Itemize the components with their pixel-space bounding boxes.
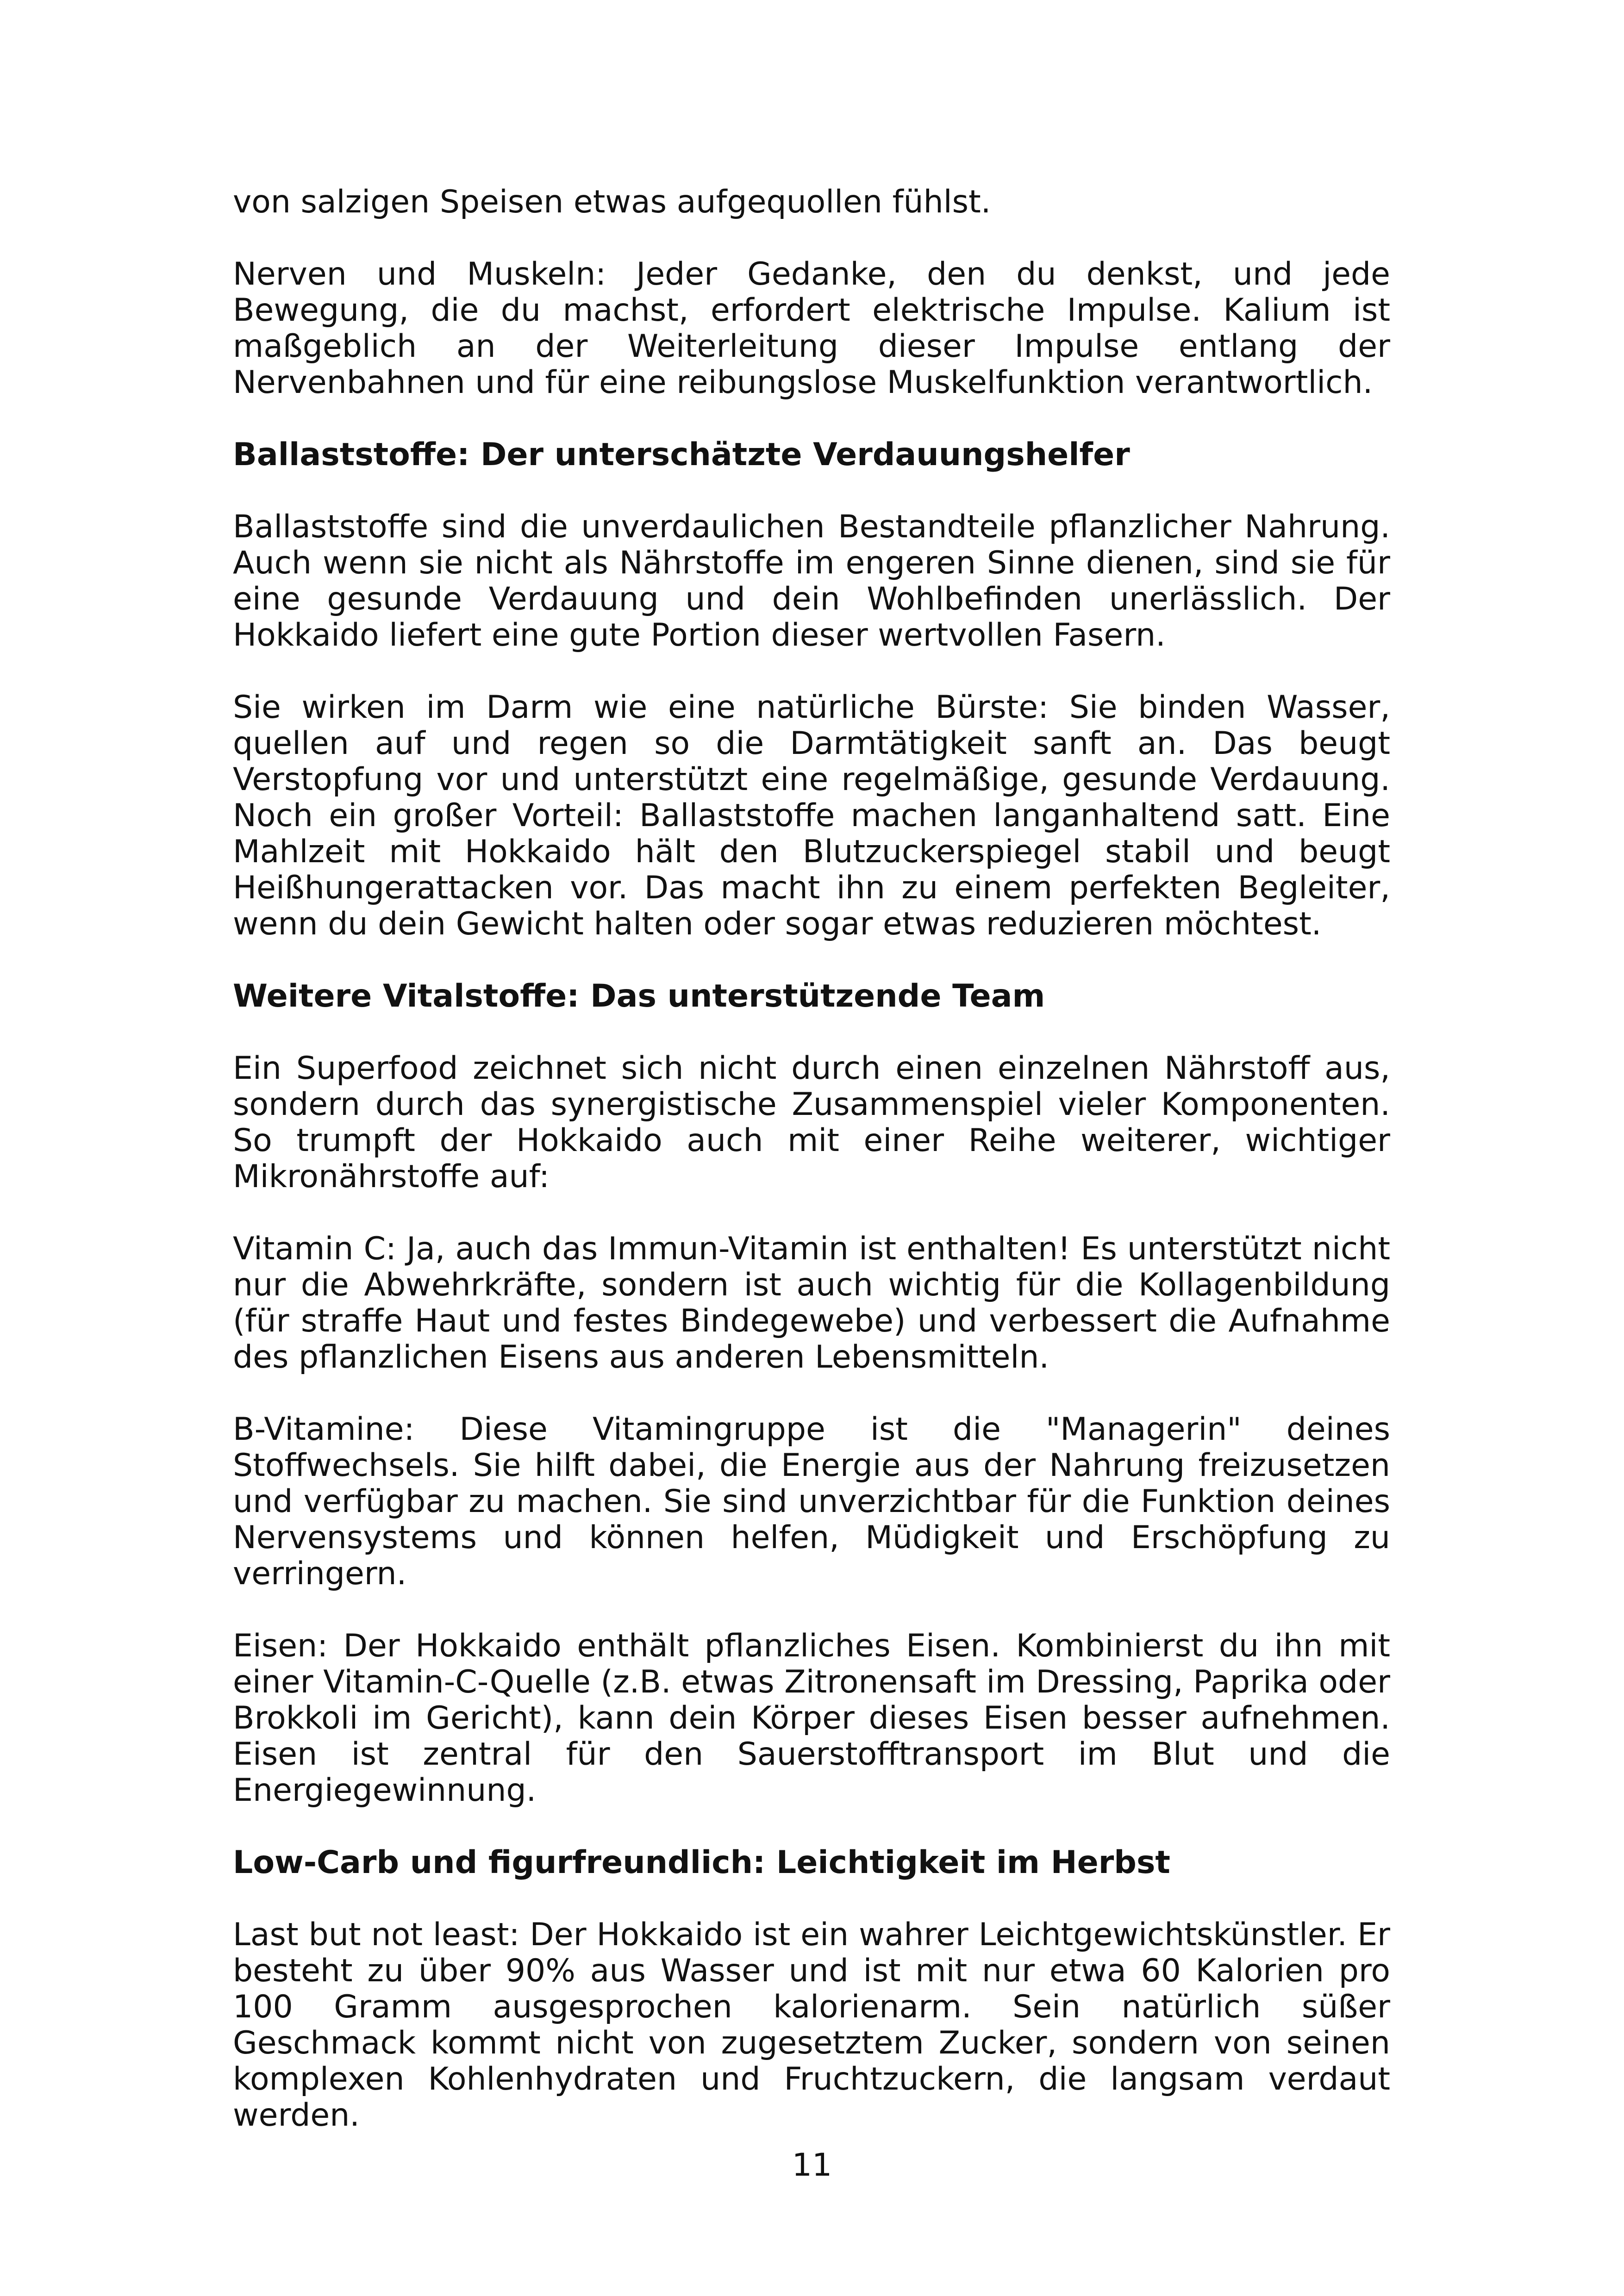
page-body xyxy=(233,184,1390,2170)
paragraph: Sie wirken im Darm wie eine natürliche Bürste: Sie binden Wasser, quellen auf und regen so die Darmtätigkeit sanft an. Das beugt Verstopfung vor und unterstützt eine regelmäßige, gesunde Verdauung. Noch ein großer Vorteil: Ballaststoffe machen langanhaltend satt. Eine Mahlzeit mit Hokkaido hält den Blutzuckerspiegel stabil und beugt Heißhungerattacken vor. Das macht ihn zu einem perfekten Begleiter, wenn du dein Gewicht halten oder sogar etwas reduzieren möchtest. xyxy=(233,689,1390,942)
paragraph: Vitamin C: Ja, auch das Immun-Vitamin ist enthalten! Es unterstützt nicht nur die Abwehrkräfte, sondern ist auch wichtig für die Kollagenbildung (für straffe Haut und festes Bindegewebe) und verbessert die Aufnahme des pflanzlichen Eisens aus anderen Lebensmitteln. xyxy=(233,1231,1390,1375)
paragraph: Ballaststoffe sind die unverdaulichen Bestandteile pflanzlicher Nahrung. Auch wenn sie nicht als Nährstoffe im engeren Sinne dienen, sind sie für eine gesunde Verdauung und dein Wohlbefinden unerlässlich. Der Hokkaido liefert eine gute Portion dieser wertvollen Fasern. xyxy=(233,509,1390,653)
paragraph: Ein Superfood zeichnet sich nicht durch einen einzelnen Nährstoff aus, sondern durch das synergistische Zusammenspiel vieler Komponenten. So trumpft der Hokkaido auch mit einer Reihe weiterer, wichtiger Mikronährstoffe auf: xyxy=(233,1050,1390,1195)
paragraph: von salzigen Speisen etwas aufgequollen fühlst. xyxy=(233,184,991,220)
paragraph: Last but not least: Der Hokkaido ist ein wahrer Leichtgewichtskünstler. Er besteht zu über 90% aus Wasser und ist mit nur etwa 60 Kalorien pro 100 Gramm ausgesprochen kalorienarm. Sein natürlich süßer Geschmack kommt nicht von zugesetztem Zucker, sondern von seinen komplexen Kohlenhydraten und Fruchtzuckern, die langsam verdaut werden. xyxy=(233,1916,1390,2134)
paragraph: Nerven und Muskeln: Jeder Gedanke, den du denkst, und jede Bewegung, die du machst, erfordert elektrische Impulse. Kalium ist maßgeblich an der Weiterleitung dieser Impulse entlang der Nervenbahnen und für eine reibungslose Muskelfunktion verantwortlich. xyxy=(233,256,1390,401)
paragraph: B-Vitamine: Diese Vitamingruppe ist die "Managerin" deines Stoffwechsels. Sie hilft dabei, die Energie aus der Nahrung freizusetzen und verfügbar zu machen. Sie sind unverzichtbar für die Funktion deines Nervensystems und können helfen, Müdigkeit und Erschöpfung zu verringern. xyxy=(233,1411,1390,1592)
paragraph: Eisen: Der Hokkaido enthält pflanzliches Eisen. Kombinierst du ihn mit einer Vitamin-C-Quelle (z.B. etwas Zitronensaft im Dressing, Paprika oder Brokkoli im Gericht), kann dein Körper dieses Eisen besser aufnehmen. Eisen ist zentral für den Sauerstofftransport im Blut und die Energiegewinnung. xyxy=(233,1628,1390,1809)
section-heading: Weitere Vitalstoffe: Das unterstützende Team xyxy=(233,978,1045,1014)
section-heading: Low-Carb und figurfreundlich: Leichtigkeit im Herbst xyxy=(233,1844,1170,1881)
page-number: 11 xyxy=(792,2147,832,2184)
section-heading: Ballaststoffe: Der unterschätzte Verdauungshelfer xyxy=(233,436,1130,473)
